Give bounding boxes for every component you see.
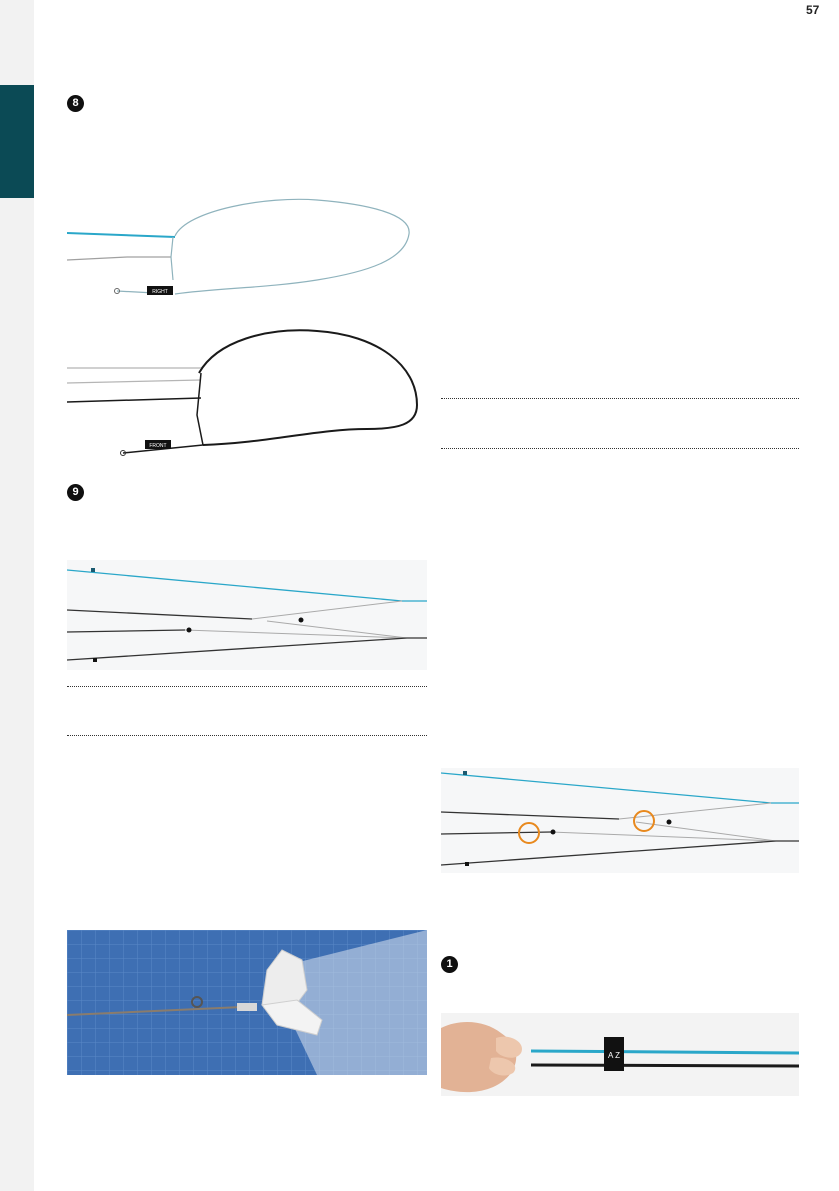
hand-lines-photo: [441, 1013, 799, 1096]
dotted-divider: [67, 686, 427, 687]
dotted-divider: [441, 398, 799, 399]
front-tag-text: FRONT: [149, 443, 167, 449]
right-line-loop-figure: [67, 190, 427, 305]
dotted-divider: [441, 448, 799, 449]
highlight-circle: [634, 811, 654, 831]
step-8-badge: 8: [67, 95, 84, 112]
step-9-badge: 9: [67, 484, 84, 501]
chapter-tab: [0, 85, 34, 198]
step-1-badge: 1: [441, 956, 458, 973]
line-tag-text: A Z: [607, 1051, 621, 1060]
bridle-attachment-photo: [67, 930, 427, 1075]
page-number: 57: [806, 3, 820, 17]
right-tag-text: RIGHT: [152, 289, 168, 295]
dotted-divider: [67, 735, 427, 736]
converging-lines-figure: [67, 560, 427, 670]
converging-lines-highlight-figure: [441, 768, 799, 873]
front-line-loop-figure: [67, 325, 427, 460]
